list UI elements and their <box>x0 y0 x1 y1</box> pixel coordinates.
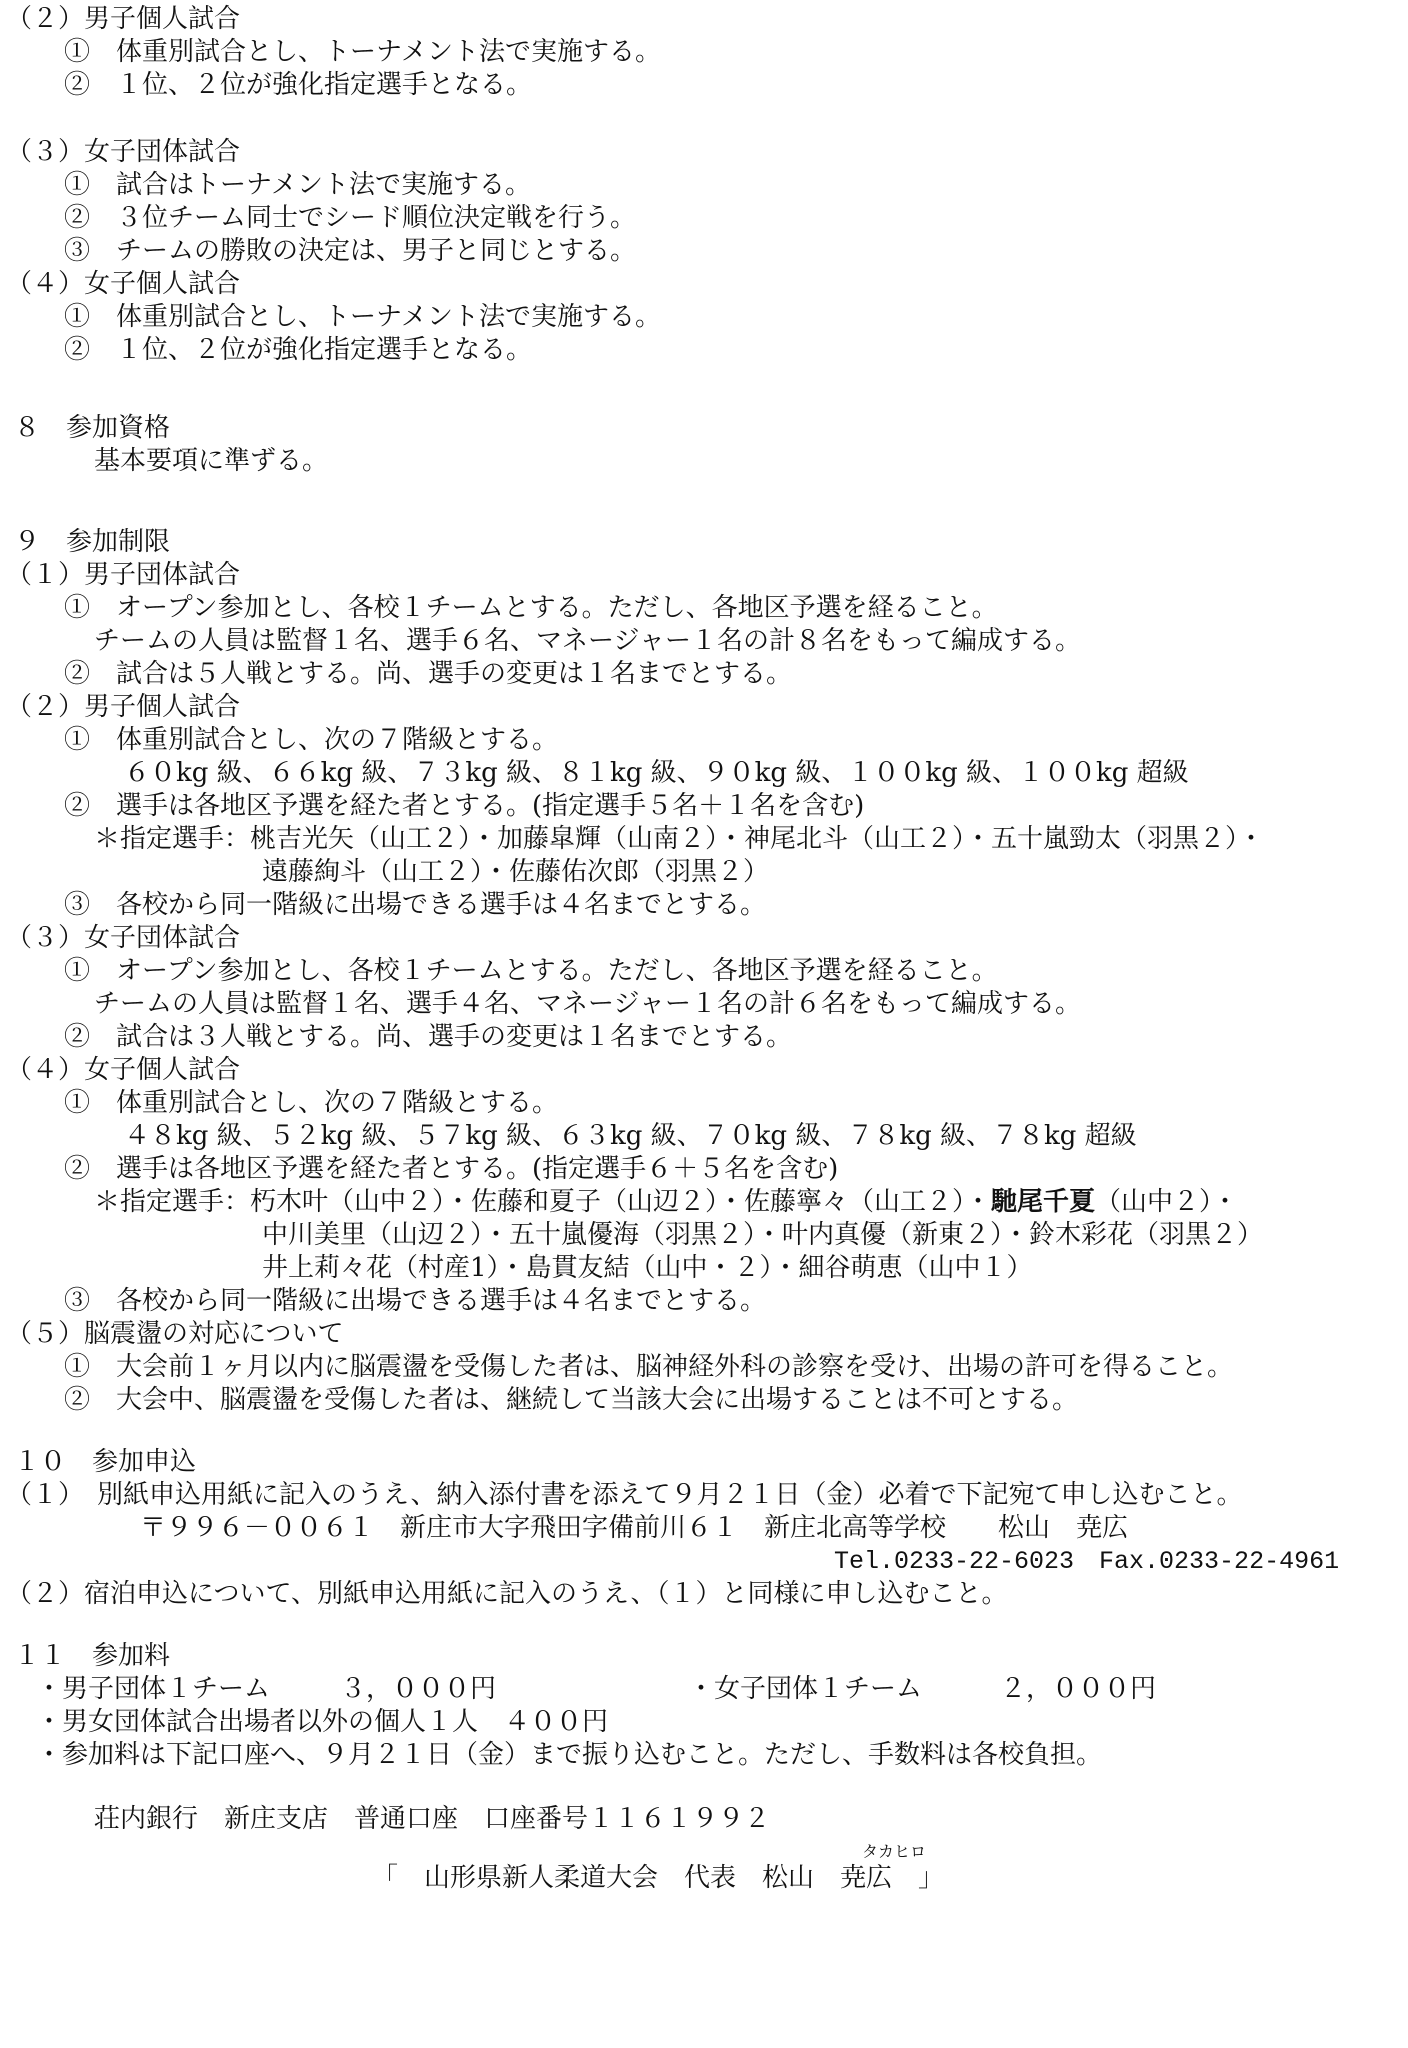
s9-men-designated-line-2: 遠藤絢斗（山工２）・佐藤佑次郎（羽黒２） <box>262 857 770 887</box>
s7-women-individual-item-1: ① 体重別試合とし、トーナメント法で実施する。 <box>64 302 661 332</box>
s9-concussion-item-2: ② 大会中、脳震盪を受傷した者は、継続して当該大会に出場することは不可とする。 <box>64 1385 1079 1415</box>
s10-address: 〒９９６－００６１ 新庄市大字飛田字備前川６１ 新庄北高等学校 松山 尭広 <box>140 1513 1129 1543</box>
s7-women-team-item-3: ③ チームの勝敗の決定は、男子と同じとする。 <box>64 236 637 266</box>
s9-men-individual-item-2: ② 選手は各地区予選を経た者とする。(指定選手５名＋１名を含む) <box>64 791 865 821</box>
s7-men-individual-item-1: ① 体重別試合とし、トーナメント法で実施する。 <box>64 37 661 67</box>
s9-heading: ９ 参加制限 <box>14 527 171 557</box>
designated-list-part-2: （山中２）・ <box>1095 1187 1239 1217</box>
s9-women-individual-item-3: ③ 各校から同一階級に出場できる選手は４名までとする。 <box>64 1286 767 1316</box>
s7-women-team-heading: （３）女子団体試合 <box>6 137 241 167</box>
s9-men-team-item-1-cont: チームの人員は監督１名、選手６名、マネージャー１名の計８名をもって編成する。 <box>94 626 1081 656</box>
s10-heading: １０ 参加申込 <box>14 1447 197 1477</box>
s7-women-individual-item-2: ② １位、２位が強化指定選手となる。 <box>64 335 533 365</box>
s8-heading: ８ 参加資格 <box>14 413 171 443</box>
s7-men-individual-item-2: ② １位、２位が強化指定選手となる。 <box>64 70 533 100</box>
s11-account-holder: 「 山形県新人柔道大会 代表 松山 尭広 」 <box>372 1863 945 1893</box>
s8-body: 基本要項に準ずる。 <box>94 446 329 476</box>
s10-tel-fax: Tel.0233-22-6023 Fax.0233-22-4961 <box>834 1547 1340 1576</box>
s11-fee-men-team-amount: ３，０００円 <box>340 1674 497 1704</box>
s9-women-weight-classes: ４８kg 級、５２kg 級、５７kg 級、６３kg 級、７０kg 級、７８kg 級、７８kg 超級 <box>124 1121 1137 1151</box>
s9-women-team-item-1: ① オープン参加とし、各校１チームとする。ただし、各地区予選を経ること。 <box>64 956 998 986</box>
s11-fee-individual: ・男女団体試合出場者以外の個人１人 ４００円 <box>36 1707 609 1737</box>
s11-bank-account: 荘内銀行 新庄支店 普通口座 口座番号１１６１９９２ <box>94 1804 771 1834</box>
s9-concussion-item-1: ① 大会前１ヶ月以内に脳震盪を受傷した者は、脳神経外科の診察を受け、出場の許可を得ること。 <box>64 1352 1233 1382</box>
s11-fee-women-team-label: ・女子団体１チーム <box>688 1674 923 1704</box>
s9-men-team-item-2: ② 試合は５人戦とする。尚、選手の変更は１名までとする。 <box>64 659 793 689</box>
s9-women-team-item-1-cont: チームの人員は監督１名、選手４名、マネージャー１名の計６名をもって編成する。 <box>94 989 1081 1019</box>
s9-men-team-heading: （１）男子団体試合 <box>6 560 241 590</box>
s9-women-designated-line-3: 井上莉々花（村産1）・島貫友結（山中・２）・細谷萌恵（山中１） <box>262 1253 1033 1283</box>
s9-men-weight-classes: ６０kg 級、６６kg 級、７３kg 級、８１kg 級、９０kg 級、１００kg 級、１００kg 超級 <box>124 758 1189 788</box>
s9-women-team-heading: （３）女子団体試合 <box>6 923 241 953</box>
s9-men-designated-line-1: ＊指定選手：桃吉光矢（山工２）・加藤皐輝（山南２）・神尾北斗（山工２）・五十嵐勁太（羽黒２）・ <box>94 824 1265 854</box>
s11-payment-note: ・参加料は下記口座へ、９月２１日（金）まで振り込むこと。ただし、手数料は各校負担。 <box>36 1740 1103 1770</box>
s10-item-1: （１） 別紙申込用紙に記入のうえ、納入添付書を添えて９月２１日（金）必着で下記宛て申し込むこと。 <box>6 1480 1243 1510</box>
s9-women-team-item-2: ② 試合は３人戦とする。尚、選手の変更は１名までとする。 <box>64 1022 793 1052</box>
s9-men-team-item-1: ① オープン参加とし、各校１チームとする。ただし、各地区予選を経ること。 <box>64 593 998 623</box>
s9-men-individual-item-3: ③ 各校から同一階級に出場できる選手は４名までとする。 <box>64 890 767 920</box>
designated-bold-name: 馳尾千夏 <box>991 1187 1096 1217</box>
s10-item-2: （２）宿泊申込について、別紙申込用紙に記入のうえ、（１）と同様に申し込むこと。 <box>6 1579 1008 1609</box>
s11-fee-women-team-amount: ２，０００円 <box>1000 1674 1157 1704</box>
s11-heading: １１ 参加料 <box>14 1641 171 1671</box>
s9-concussion-heading: （５）脳震盪の対応について <box>6 1319 344 1349</box>
s9-women-designated-line-1 <box>94 1186 1238 1219</box>
s7-men-individual-heading: （２）男子個人試合 <box>6 4 241 34</box>
account-holder-ruby: タカヒロ <box>862 1842 927 1861</box>
s7-women-team-item-1: ① 試合はトーナメント法で実施する。 <box>64 170 531 200</box>
s9-women-individual-item-2: ② 選手は各地区予選を経た者とする。(指定選手６＋５名を含む) <box>64 1154 839 1184</box>
s11-fee-men-team-label: ・男子団体１チーム <box>36 1674 271 1704</box>
designated-list-part-1: ＊指定選手：朽木叶（山中２）・佐藤和夏子（山辺２）・佐藤寧々（山工２）・ <box>94 1187 992 1217</box>
s9-women-individual-item-1: ① 体重別試合とし、次の７階級とする。 <box>64 1088 559 1118</box>
s9-women-designated-line-2: 中川美里（山辺２）・五十嵐優海（羽黒２）・叶内真優（新東２）・鈴木彩花（羽黒２） <box>262 1220 1264 1250</box>
s9-men-individual-heading: （２）男子個人試合 <box>6 692 241 722</box>
s7-women-individual-heading: （４）女子個人試合 <box>6 269 241 299</box>
s7-women-team-item-2: ② ３位チーム同士でシード順位決定戦を行う。 <box>64 203 637 233</box>
s9-women-individual-heading: （４）女子個人試合 <box>6 1055 241 1085</box>
s9-men-individual-item-1: ① 体重別試合とし、次の７階級とする。 <box>64 725 559 755</box>
